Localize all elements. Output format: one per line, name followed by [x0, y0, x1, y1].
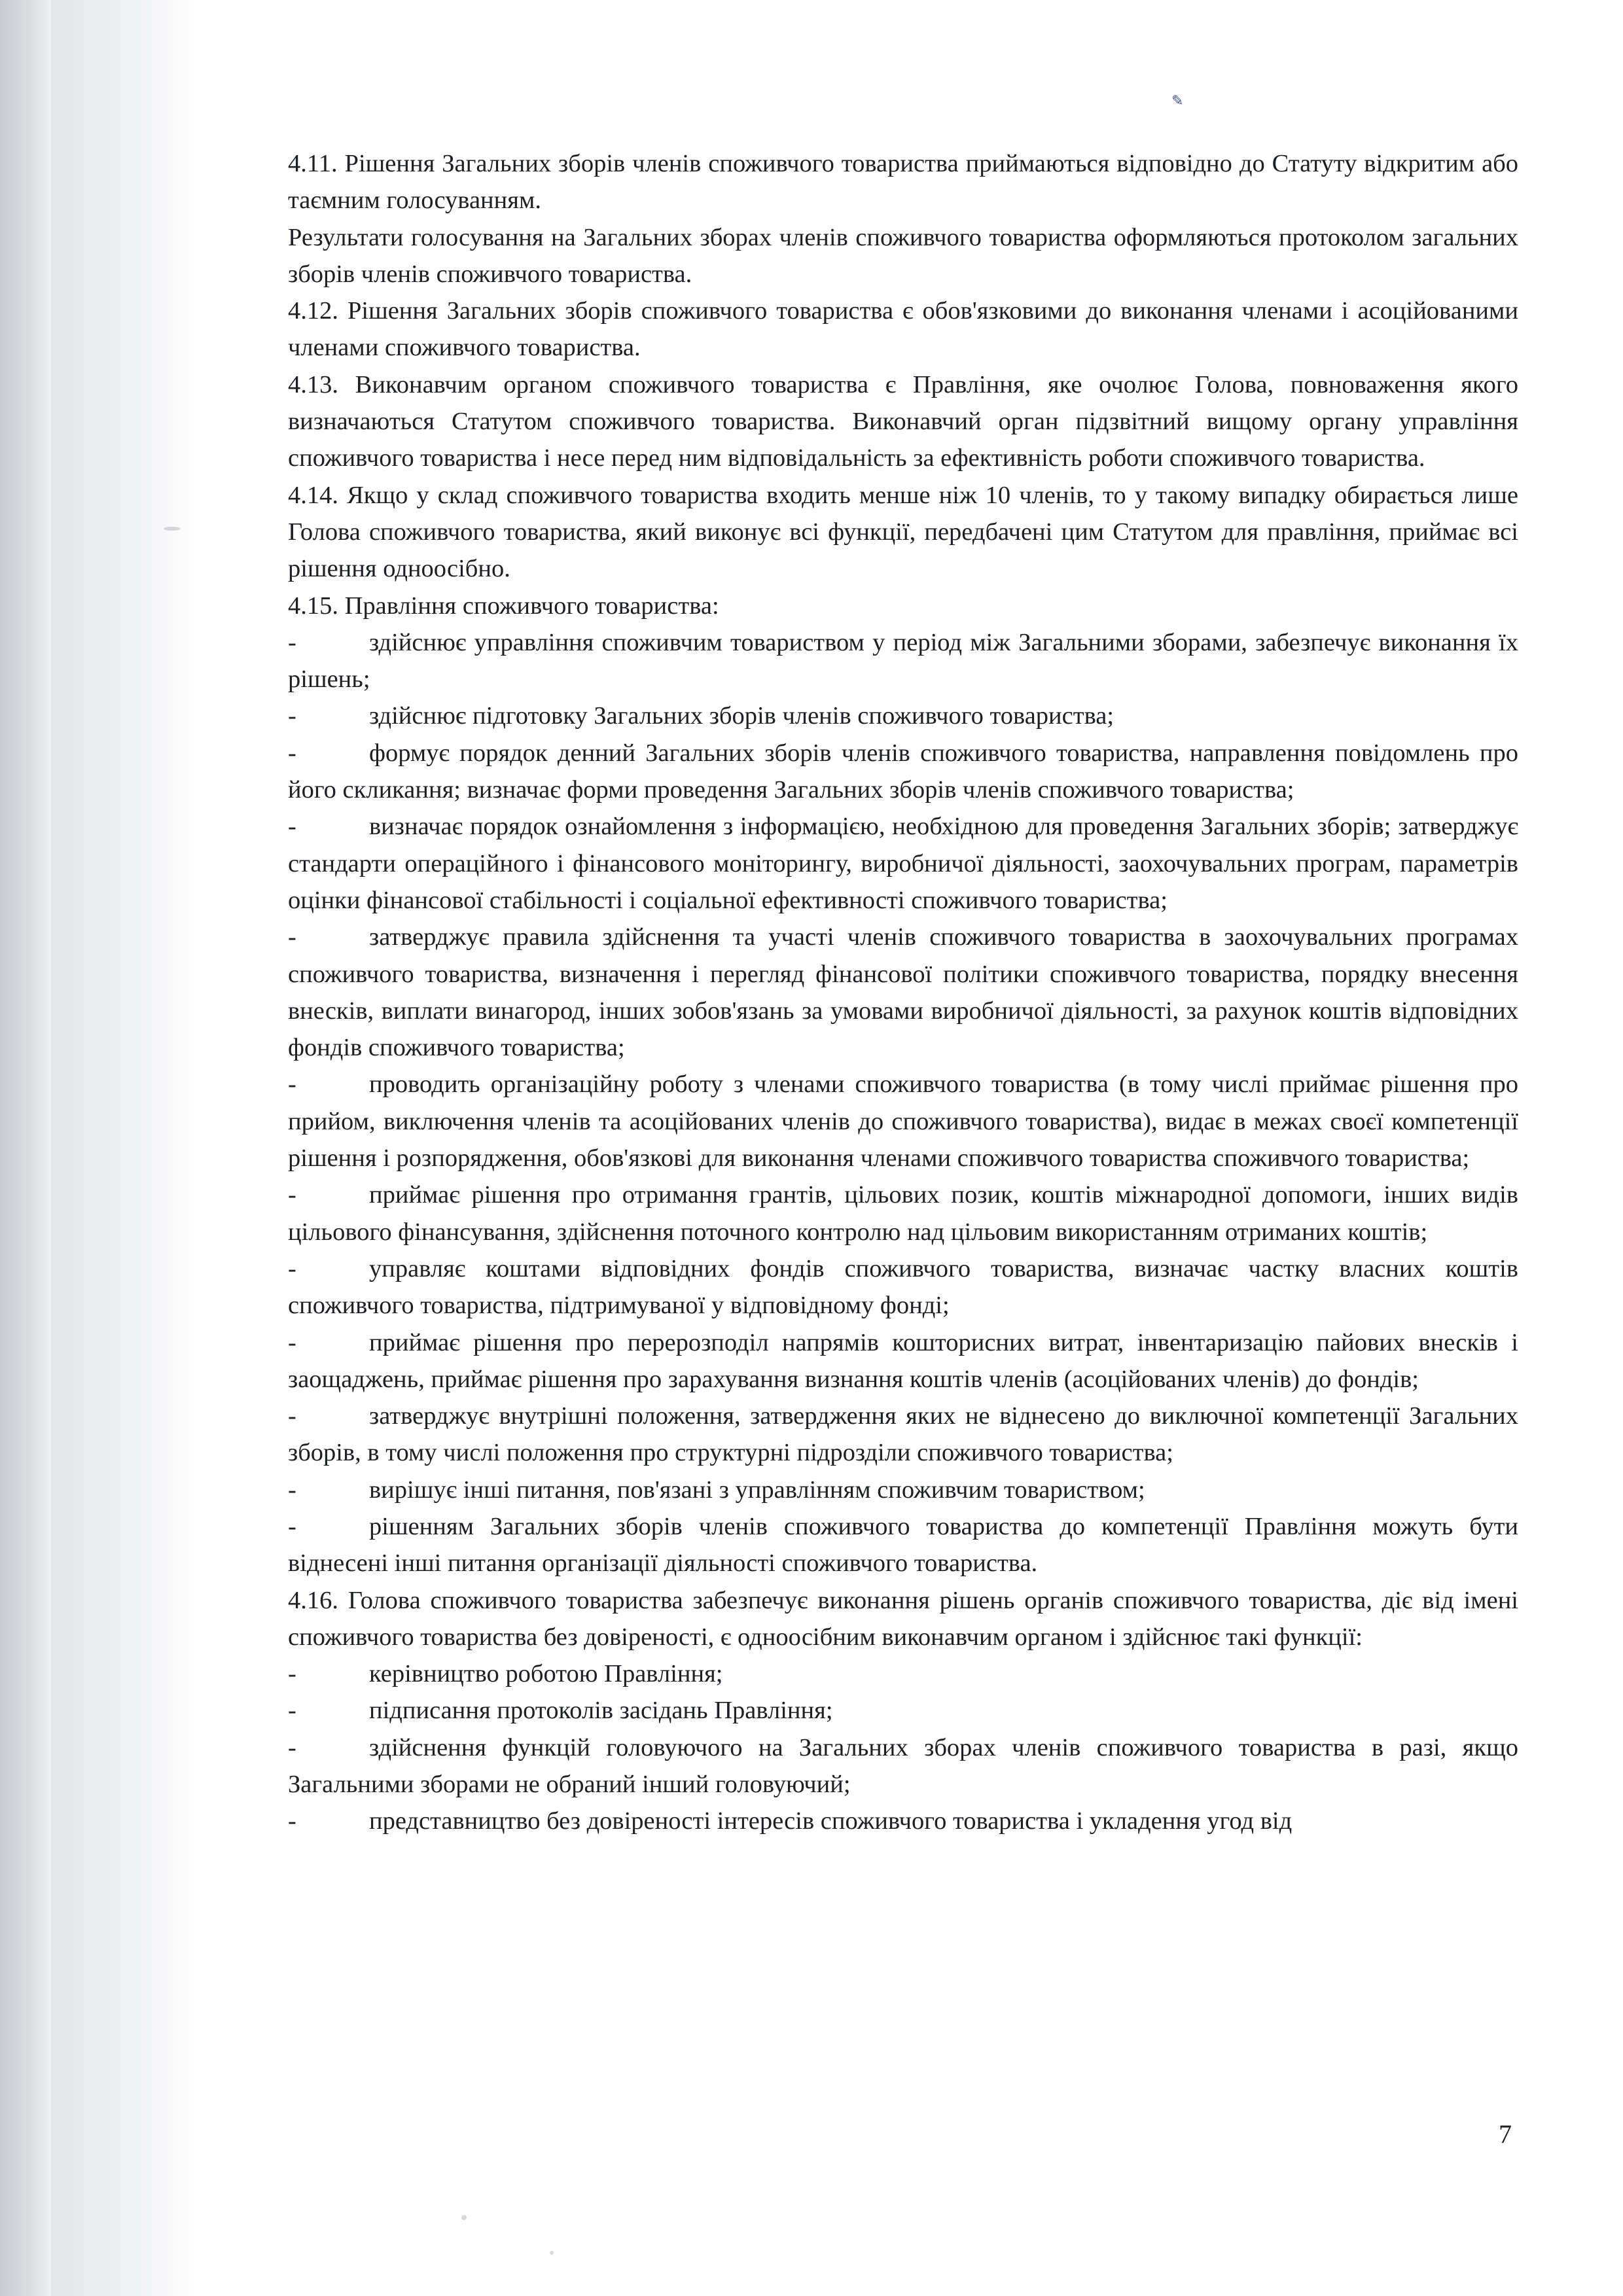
- paragraph: 4.15. Правління споживчого товариства:: [288, 592, 719, 620]
- list-item-text: формує порядок денний Загальних зборів членів споживчого товариства, направлення повідомлень про його скликання; визначає форми проведення Загальних зборів членів споживчого товариства;: [288, 739, 1518, 804]
- list-item: [288, 1324, 1518, 1398]
- list-dash: -: [288, 1070, 296, 1099]
- list-dash: -: [288, 923, 296, 951]
- list-item: [288, 1803, 1518, 1839]
- scan-edge-gradient: [51, 0, 195, 2296]
- scan-speck: [550, 2251, 554, 2255]
- list-item-text: приймає рішення про перерозподіл напрямів кошторисних витрат, інвентаризацію пайових внесків і заощаджень, приймає рішення про зарахування визнання коштів членів (асоційованих членів) до фондів;: [288, 1328, 1518, 1393]
- scan-speck: [461, 2215, 467, 2220]
- list-dash: -: [288, 739, 296, 767]
- list-item: [288, 1250, 1518, 1324]
- paragraph: 4.11. Рішення Загальних зборів членів споживчого товариства приймаються відповідно до Статуту відкритим або таємним голосуванням.: [288, 150, 1518, 215]
- list-item: [288, 1655, 1518, 1692]
- list-item: [288, 624, 1518, 698]
- list-dash: -: [288, 1697, 296, 1725]
- paragraph: 4.12. Рішення Загальних зборів споживчого товариства є обов'язковими до виконання членами і асоційованими членами споживчого товариства.: [288, 297, 1518, 362]
- list-item-text: підписання протоколів засідань Правління;: [369, 1697, 833, 1725]
- list-dash: -: [288, 702, 296, 730]
- list-item-text: представництво без довіреності інтересів споживчого товариства і укладення угод від: [369, 1807, 1293, 1835]
- list-item: [288, 1398, 1518, 1472]
- list-item-text: рішенням Загальних зборів членів споживчого товариства до компетенції Правління можуть бути віднесені інші питання організації діяльності споживчого товариства.: [288, 1512, 1518, 1578]
- paragraph: 4.14. Якщо у склад споживчого товариства входить менше ніж 10 членів, то у такому випадку обирається лише Голова споживчого товариства, який виконує всі функції, передбачені цим Статутом для правління, приймає всі рішення одноосібно.: [288, 481, 1518, 583]
- list-item: [288, 1066, 1518, 1176]
- list-item-text: визначає порядок ознайомлення з інформацією, необхідною для проведення Загальних зборів; затверджує стандарти операційного і фінансового моніторингу, виробничої діяльності, заохочувальних програм, параметрів оцінки фінансової стабільності і соціальної ефективності споживчого товариства;: [288, 813, 1518, 914]
- list-item: [288, 1176, 1518, 1250]
- list-item: [288, 1472, 1518, 1508]
- list-item: [288, 919, 1518, 1066]
- list-item-text: керівництво роботою Правління;: [369, 1660, 723, 1688]
- ink-mark-icon: ✎: [1171, 92, 1184, 109]
- list-item-text: вирішує інші питання, пов'язані з управлінням споживчим товариством;: [369, 1475, 1145, 1504]
- list-item: [288, 1508, 1518, 1582]
- list-dash: -: [288, 1475, 296, 1504]
- paragraph: 4.13. Виконавчим органом споживчого товариства є Правління, яке очолює Голова, повноваження якого визначаються Статутом споживчого товариства. Виконавчий орган підзвітний вищому органу управління споживчого товариства і несе перед ним відповідальність за ефективність роботи споживчого товариства.: [288, 370, 1518, 472]
- list-item: [288, 1729, 1518, 1803]
- page-number: 7: [1499, 2119, 1512, 2149]
- list-item: [288, 698, 1518, 734]
- list-dash: -: [288, 628, 296, 656]
- list-dash: -: [288, 1254, 296, 1282]
- list-dash: -: [288, 1733, 296, 1761]
- list-item-text: приймає рішення про отримання грантів, цільових позик, коштів міжнародної допомоги, інших видів цільового фінансування, здійснення поточного контролю над цільовим використанням отриманих коштів;: [288, 1181, 1518, 1246]
- list-item-text: здійснює управління споживчим товариством у період між Загальними зборами, забезпечує виконання їх рішень;: [288, 628, 1518, 694]
- list-dash: -: [288, 1328, 296, 1356]
- document-body: [288, 145, 1518, 1840]
- list-dash: -: [288, 1181, 296, 1209]
- list-item: [288, 1692, 1518, 1729]
- list-item-text: здійснює підготовку Загальних зборів членів споживчого товариства;: [369, 702, 1115, 730]
- list-item: [288, 735, 1518, 809]
- list-dash: -: [288, 1807, 296, 1835]
- list-dash: -: [288, 813, 296, 841]
- paragraph: 4.16. Голова споживчого товариства забезпечує виконання рішень органів споживчого товариства, діє від імені споживчого товариства без довіреності, є одноосібним виконавчим органом і здійснює такі функції:: [288, 1586, 1518, 1651]
- list-dash: -: [288, 1402, 296, 1430]
- list-item: [288, 808, 1518, 919]
- list-item-text: проводить організаційну роботу з членами споживчого товариства (в тому числі приймає рішення про прийом, виключення членів та асоційованих членів до споживчого товариства), видає в межах своєї компетенції рішення і розпорядження, обов'язкові для виконання членами споживчого товариства споживчого товариства;: [288, 1070, 1518, 1173]
- list-dash: -: [288, 1512, 296, 1540]
- list-dash: -: [288, 1660, 296, 1688]
- paragraph: Результати голосування на Загальних зборах членів споживчого товариства оформляються протоколом загальних зборів членів споживчого товариства.: [288, 223, 1518, 288]
- list-item-text: управляє коштами відповідних фондів споживчого товариства, визначає частку власних коштів споживчого товариства, підтримуваної у відповідному фонді;: [288, 1254, 1518, 1320]
- scan-speck: [164, 527, 181, 531]
- list-item-text: затверджує правила здійснення та участі членів споживчого товариства в заохочувальних програмах споживчого товариства, визначення і перегляд фінансової політики споживчого товариства, порядку внесення внесків, виплати винагород, інших зобов'язань за умовами виробничої діяльності, за рахунок коштів відповідних фондів споживчого товариства;: [288, 923, 1518, 1062]
- scan-spine-shadow: [0, 0, 51, 2296]
- list-item-text: затверджує внутрішні положення, затвердження яких не віднесено до виключної компетенції Загальних зборів, в тому числі положення про структурні підрозділи споживчого товариства;: [288, 1402, 1518, 1467]
- list-item-text: здійснення функцій головуючого на Загальних зборах членів споживчого товариства в разі, якщо Загальними зборами не обраний інший головуючий;: [288, 1733, 1518, 1799]
